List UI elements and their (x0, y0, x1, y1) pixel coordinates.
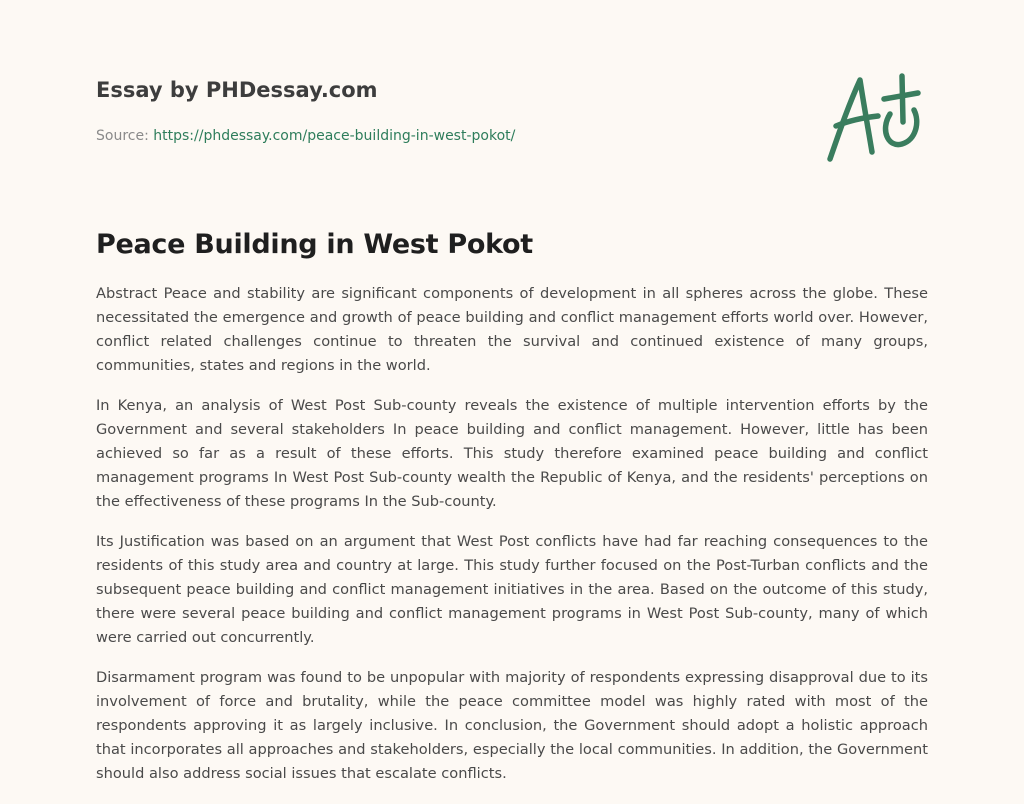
brand-title: Essay by PHDessay.com (96, 78, 378, 102)
essay-header (96, 76, 796, 146)
source-link[interactable]: https://phdessay.com/peace-building-in-west-pokot/ (153, 128, 516, 144)
source-line (96, 126, 796, 146)
essay-body (96, 226, 928, 802)
a-plus-logo-icon (820, 66, 930, 166)
essay-paragraph: Abstract Peace and stability are significant components of development in all spheres across the globe. These necessitated the emergence and growth of peace building and conflict management efforts world over. However, conflict related challenges continue to threaten the survival and continued existence of many groups, communities, states and regions in the world. (96, 285, 928, 374)
essay-title: Peace Building in West Pokot (96, 229, 533, 260)
essay-paragraph: Disarmament program was found to be unpopular with majority of respondents expressing disapproval due to its involvement of force and brutality, while the peace committee model was highly rated with most of the respondents approving it as largely inclusive. In conclusion, the Government should adopt a holistic approach that incorporates all approaches and stakeholders, especially the local communities. In addition, the Government should also address social issues that escalate conflicts. (96, 669, 928, 782)
source-label: Source: (96, 128, 154, 144)
essay-paragraph: Its Justification was based on an argument that West Post conflicts have had far reaching consequences to the residents of this study area and country at large. This study further focused on the Post-Turban conflicts and the subsequent peace building and conflict management initiatives in the area. Based on the outcome of this study, there were several peace building and conflict management programs in West Post Sub-county, many of which were carried out concurrently. (96, 533, 928, 646)
essay-paragraph: In Kenya, an analysis of West Post Sub-county reveals the existence of multiple intervention efforts by the Government and several stakeholders In peace building and conflict management. However, little has been achieved so far as a result of these efforts. This study therefore examined peace building and conflict management programs In West Post Sub-county wealth the Republic of Kenya, and the residents' perceptions on the effectiveness of these programs In the Sub-county. (96, 397, 928, 510)
